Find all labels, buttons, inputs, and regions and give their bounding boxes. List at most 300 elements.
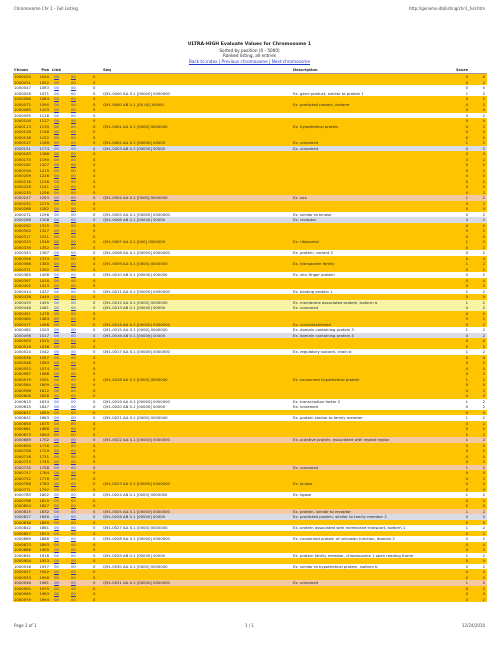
link-cell[interactable]: 00	[54, 426, 59, 431]
link-cell-2[interactable]: 00	[71, 558, 76, 563]
link-cell-2[interactable]: 00	[71, 492, 76, 497]
page-subtitle: Sorted by position (0 - 5000)	[219, 47, 280, 53]
description-cell: Ex. predicted protein, isoform	[293, 101, 350, 107]
link-cell-2[interactable]: 00	[71, 343, 76, 349]
link-cell[interactable]: 00	[54, 305, 59, 310]
link-cell-2[interactable]: 00	[71, 398, 76, 404]
pos-cell: 1496	[39, 321, 49, 327]
link-cell-2[interactable]: 00	[71, 327, 76, 332]
flag-cell: 0	[93, 173, 96, 178]
link-cell-2[interactable]: 00	[71, 360, 76, 365]
link-cell[interactable]: 00	[54, 129, 59, 134]
flag-cell: 0	[93, 349, 96, 354]
chrom-cell: 1000927	[14, 569, 31, 574]
pos-cell: 1374	[39, 255, 49, 261]
score-cell-2: 2	[482, 475, 485, 481]
link-cell-2[interactable]: 00	[71, 354, 76, 360]
link-cell-2[interactable]: 00	[71, 173, 76, 178]
score-cell-2: 2	[482, 79, 485, 85]
link-cell[interactable]: 00	[54, 96, 59, 101]
link-cell[interactable]: 00	[54, 541, 59, 547]
link-cell-2[interactable]: 00	[71, 222, 76, 228]
link-cell-2[interactable]: 00	[71, 151, 76, 156]
link-cell[interactable]: 00	[54, 591, 59, 596]
chrom-cell: 1000891	[14, 552, 31, 558]
link-cell[interactable]: 00	[54, 453, 59, 459]
link-cell[interactable]: 00	[54, 244, 59, 250]
link-cell-2[interactable]: 00	[71, 338, 76, 343]
link-cell-2[interactable]: 00	[71, 294, 76, 299]
page-subtitle-2: Ranked listing, all entries	[223, 53, 276, 58]
score-cell-2: 0	[482, 486, 485, 492]
table-row	[13, 597, 487, 603]
flag-cell: 0	[93, 497, 96, 503]
chrom-cell: 1000368	[14, 261, 31, 266]
link-cell-2[interactable]: 00	[71, 206, 76, 211]
link-cell-2[interactable]: 00	[71, 475, 76, 481]
link-cell-2[interactable]: 00	[71, 481, 76, 486]
link-cell[interactable]: 00	[54, 222, 59, 228]
pos-cell: 1367	[39, 250, 49, 255]
pos-cell: 1659	[39, 409, 49, 415]
link-cell-2[interactable]: 00	[71, 569, 76, 574]
link-cell[interactable]: 00	[54, 173, 59, 178]
chrom-cell: 1000286	[14, 217, 31, 222]
chrom-cell: 1000869	[14, 536, 31, 541]
link-cell[interactable]: 00	[54, 415, 59, 420]
score-cell-2: 0	[482, 519, 485, 525]
link-cell-2[interactable]: 00	[71, 585, 76, 591]
link-cell-2[interactable]: 00	[71, 250, 76, 255]
link-cell[interactable]: 00	[54, 585, 59, 591]
link-cell[interactable]: 00	[54, 464, 59, 470]
chrom-cell: 1000304	[14, 228, 31, 233]
link-cell-2[interactable]: 00	[71, 239, 76, 244]
score-cell-2: 0	[482, 574, 485, 580]
score-cell-2: 2	[482, 327, 485, 332]
score-cell-2: 0	[482, 255, 485, 261]
link-cell[interactable]: 00	[54, 574, 59, 580]
chrom-cell: 1000804	[14, 503, 31, 508]
link-cell-2[interactable]: 00	[71, 217, 76, 222]
link-cell-2[interactable]: 00	[71, 382, 76, 387]
link-cell-2[interactable]: 00	[71, 448, 76, 453]
score-cell-2: 0	[482, 409, 485, 415]
link-cell[interactable]: 00	[54, 519, 59, 525]
link-cell[interactable]: 00	[54, 442, 59, 448]
pos-cell: 1385	[39, 261, 49, 266]
link-cell-2[interactable]: 00	[71, 415, 76, 420]
link-cell-2[interactable]: 00	[71, 189, 76, 195]
link-cell-2[interactable]: 00	[71, 420, 76, 426]
pos-cell: 1406	[39, 272, 49, 277]
link-cell-2[interactable]: 00	[71, 107, 76, 112]
link-cell-2[interactable]: 00	[71, 244, 76, 250]
score-cell-2: 0	[482, 173, 485, 178]
link-cell-2[interactable]: 00	[71, 85, 76, 90]
link-cell[interactable]: 00	[54, 294, 59, 299]
chrom-cell: 1000768	[14, 481, 31, 486]
link-cell-2[interactable]: 00	[71, 404, 76, 409]
score-cell-2: 2	[482, 459, 485, 464]
page-title: ULTRA-HIGH Evaluate Values for Chromosome 1	[187, 42, 312, 47]
link-cell-2[interactable]: 00	[71, 299, 76, 305]
header-score-2	[470, 67, 487, 73]
chrom-cell: 1000842	[14, 525, 31, 530]
flag-cell: 0	[93, 228, 96, 233]
score-cell-2: 2	[482, 376, 485, 382]
link-cell[interactable]: 00	[54, 239, 59, 244]
link-cell-2[interactable]: 00	[71, 90, 76, 96]
pos-cell: 1084	[39, 96, 49, 101]
link-cell[interactable]: 00	[54, 178, 59, 184]
link-cell-2[interactable]: 00	[71, 470, 76, 475]
link-cell[interactable]: 00	[54, 277, 59, 283]
link-cell-2[interactable]: 00	[71, 261, 76, 266]
pos-cell: 1776	[39, 475, 49, 481]
link-cell[interactable]: 00	[54, 151, 59, 156]
link-cell[interactable]: 00	[54, 118, 59, 123]
flag-cell: 0	[93, 365, 96, 371]
link-cell-2[interactable]: 00	[71, 266, 76, 272]
flag-cell: 0	[93, 354, 96, 360]
link-cell[interactable]: 00	[54, 569, 59, 574]
link-cell[interactable]: 00	[54, 310, 59, 316]
link-cell[interactable]: 00	[54, 112, 59, 118]
link-cell[interactable]: 00	[54, 596, 59, 602]
link-cell[interactable]: 00	[54, 184, 59, 189]
score-cell-2: 2	[482, 299, 485, 305]
link-cell[interactable]: 00	[54, 508, 59, 514]
link-cell-2[interactable]: 00	[71, 195, 76, 200]
link-cell-2[interactable]: 00	[71, 541, 76, 547]
score-cell: 1	[465, 195, 468, 200]
score-cell: 0	[465, 530, 468, 536]
link-cell[interactable]: 00	[54, 420, 59, 426]
chrom-cell: 1000371	[14, 266, 31, 272]
link-cell-2[interactable]: 00	[71, 272, 76, 277]
score-cell-2: 2	[482, 415, 485, 420]
link-cell-2[interactable]: 00	[71, 321, 76, 327]
link-cell-2[interactable]: 00	[71, 574, 76, 580]
link-cell[interactable]: 00	[54, 376, 59, 382]
link-cell[interactable]: 00	[54, 79, 59, 85]
description-cell: Ex. unnamed	[293, 580, 319, 585]
link-cell-2[interactable]: 00	[71, 530, 76, 536]
link-cell-2[interactable]: 00	[71, 596, 76, 602]
link-cell-2[interactable]: 00	[71, 79, 76, 85]
link-cell[interactable]: 00	[54, 288, 59, 294]
pos-cell: 1923	[39, 558, 49, 563]
flag-cell: 0	[93, 547, 96, 552]
link-cell-2[interactable]: 00	[71, 96, 76, 101]
link-cell-2[interactable]: 00	[71, 233, 76, 239]
link-cell[interactable]: 00	[54, 189, 59, 195]
link-cell-2[interactable]: 00	[71, 200, 76, 206]
chrom-cell: 1000216	[14, 178, 31, 184]
chrom-cell: 1000317	[14, 233, 31, 239]
score-cell-2: 2	[482, 316, 485, 321]
pos-cell: 1449	[39, 294, 49, 299]
link-cell-2[interactable]: 00	[71, 277, 76, 283]
flag-cell: 0	[93, 222, 96, 228]
pos-cell: 1282	[39, 206, 49, 211]
link-cell[interactable]: 00	[54, 393, 59, 398]
pos-cell: 1241	[39, 184, 49, 189]
flag-cell: 0	[93, 536, 96, 541]
score-cell-2: 0	[482, 354, 485, 360]
score-cell: 0	[465, 228, 468, 233]
link-cell[interactable]: 00	[54, 200, 59, 206]
link-cell-2[interactable]: 00	[71, 140, 76, 145]
score-cell: 0	[465, 470, 468, 475]
link-cell-2[interactable]: 00	[71, 145, 76, 151]
link-cell-2[interactable]: 00	[71, 134, 76, 140]
link-cell-2[interactable]: 00	[71, 332, 76, 338]
chrom-cell: 1000747	[14, 470, 31, 475]
description-cell: Ex. conserved protein of unknown function, domain 2	[293, 536, 395, 541]
link-cell[interactable]: 00	[54, 552, 59, 558]
link-cell[interactable]: 00	[54, 332, 59, 338]
link-cell[interactable]: 00	[54, 558, 59, 563]
flag-cell: 0	[93, 272, 96, 277]
link-cell-2[interactable]: 00	[71, 228, 76, 233]
score-cell: 0	[465, 167, 468, 173]
flag-cell: 0	[93, 338, 96, 343]
results-table	[13, 67, 487, 602]
link-cell[interactable]: 00	[54, 360, 59, 365]
flag-cell: 0	[93, 475, 96, 481]
score-cell: 0	[465, 189, 468, 195]
link-cell[interactable]: 00	[54, 365, 59, 371]
link-cell[interactable]: 00	[54, 283, 59, 288]
link-cell[interactable]: 00	[54, 101, 59, 107]
link-cell[interactable]: 00	[54, 343, 59, 349]
link-cell[interactable]: 00	[54, 387, 59, 393]
link-cell-2[interactable]: 00	[71, 591, 76, 596]
flag-cell: 0	[93, 90, 96, 96]
flag-cell: 0	[93, 145, 96, 151]
pos-cell: 1484	[39, 316, 49, 321]
link-cell-2[interactable]: 00	[71, 371, 76, 376]
link-cell-2[interactable]: 00	[71, 365, 76, 371]
link-cell[interactable]: 00	[54, 486, 59, 492]
score-cell: 0	[465, 112, 468, 118]
link-cell-2[interactable]: 00	[71, 453, 76, 459]
chrom-cell: 1000658	[14, 420, 31, 426]
description-cell: Ex. ribosomal	[293, 239, 319, 244]
link-cell[interactable]: 00	[54, 250, 59, 255]
link-cell-2[interactable]: 00	[71, 156, 76, 162]
link-cell[interactable]: 00	[54, 90, 59, 96]
link-cell-2[interactable]: 00	[71, 409, 76, 415]
chrom-cell: 1000126	[14, 129, 31, 134]
link-cell[interactable]: 00	[54, 580, 59, 585]
link-cell-2[interactable]: 00	[71, 167, 76, 173]
link-cell-2[interactable]: 00	[71, 112, 76, 118]
link-cell-2[interactable]: 00	[71, 431, 76, 437]
link-cell-2[interactable]: 00	[71, 552, 76, 558]
link-cell[interactable]: 00	[54, 459, 59, 464]
link-cell-2[interactable]: 00	[71, 349, 76, 354]
link-cell-2[interactable]: 00	[71, 393, 76, 398]
link-cell[interactable]: 00	[54, 261, 59, 266]
link-cell-2[interactable]: 00	[71, 464, 76, 470]
link-cell[interactable]: 00	[54, 107, 59, 112]
score-cell: 0	[465, 343, 468, 349]
link-cell[interactable]: 00	[54, 156, 59, 162]
link-cell[interactable]: 00	[54, 470, 59, 475]
score-cell: 0	[465, 426, 468, 431]
score-cell-2: 0	[482, 503, 485, 508]
score-cell-2: 2	[482, 343, 485, 349]
link-cell-2[interactable]: 00	[71, 123, 76, 129]
link-cell-2[interactable]: 00	[71, 547, 76, 552]
link-cell[interactable]: 00	[54, 338, 59, 343]
pos-cell: 1052	[39, 79, 49, 85]
link-cell[interactable]: 00	[54, 525, 59, 530]
link-cell[interactable]: 00	[54, 530, 59, 536]
link-cell[interactable]: 00	[54, 481, 59, 486]
score-cell-2: 2	[482, 239, 485, 244]
link-cell[interactable]: 00	[54, 74, 59, 79]
link-cell-2[interactable]: 00	[71, 118, 76, 123]
link-cell-2[interactable]: 00	[71, 426, 76, 431]
link-cell[interactable]: 00	[54, 354, 59, 360]
score-cell-2: 2	[482, 525, 485, 530]
link-cell[interactable]: 00	[54, 431, 59, 437]
score-cell: 0	[465, 145, 468, 151]
score-cell: 0	[465, 503, 468, 508]
score-cell-2: 0	[482, 134, 485, 140]
link-cell-2[interactable]: 00	[71, 211, 76, 217]
chrom-cell: 1000642	[14, 415, 31, 420]
flag-cell: 0	[93, 464, 96, 470]
link-cell[interactable]: 00	[54, 255, 59, 261]
table-body	[13, 74, 487, 602]
link-cell-2[interactable]: 00	[71, 519, 76, 525]
link-cell[interactable]: 00	[54, 563, 59, 569]
link-cell[interactable]: 00	[54, 140, 59, 145]
link-cell-2[interactable]: 00	[71, 536, 76, 541]
link-cell[interactable]: 00	[54, 448, 59, 453]
link-cell-2[interactable]: 00	[71, 162, 76, 167]
link-cell[interactable]: 00	[54, 437, 59, 442]
link-cell[interactable]: 00	[54, 492, 59, 497]
pos-cell: 1346	[39, 239, 49, 244]
link-cell[interactable]: 00	[54, 85, 59, 90]
link-cell-2[interactable]: 00	[71, 508, 76, 514]
link-cell[interactable]: 00	[54, 217, 59, 222]
link-cell[interactable]: 00	[54, 349, 59, 354]
link-cell-2[interactable]: 00	[71, 580, 76, 585]
link-cell[interactable]: 00	[54, 266, 59, 272]
link-cell-2[interactable]: 00	[71, 442, 76, 448]
seq-cell: Q91-0028 AA 0.1 [00000] 0000000	[103, 536, 170, 541]
link-cell-2[interactable]: 00	[71, 129, 76, 134]
link-cell[interactable]: 00	[54, 398, 59, 404]
link-cell[interactable]: 00	[54, 145, 59, 151]
link-cell[interactable]: 00	[54, 321, 59, 327]
flag-cell: 0	[93, 360, 96, 365]
link-cell-2[interactable]: 00	[71, 525, 76, 530]
link-cell[interactable]: 00	[54, 316, 59, 321]
link-cell-2[interactable]: 00	[71, 459, 76, 464]
link-cell-2[interactable]: 00	[71, 387, 76, 393]
link-cell-2[interactable]: 00	[71, 514, 76, 519]
link-cell[interactable]: 00	[54, 547, 59, 552]
link-cell[interactable]: 00	[54, 134, 59, 140]
link-cell-2[interactable]: 00	[71, 316, 76, 321]
link-cell[interactable]: 00	[54, 475, 59, 481]
link-cell-2[interactable]: 00	[71, 437, 76, 442]
seq-cell: Q91-0000 AB 0.1 [00 00] 00000	[103, 101, 164, 107]
score-cell: 0	[465, 354, 468, 360]
link-cell[interactable]: 00	[54, 228, 59, 233]
flag-cell: 0	[93, 206, 96, 211]
chrom-cell: 1000673	[14, 431, 31, 437]
chrom-cell: 1000271	[14, 211, 31, 217]
link-cell-2[interactable]: 00	[71, 310, 76, 316]
link-cell[interactable]: 00	[54, 503, 59, 508]
flag-cell: 0	[93, 189, 96, 195]
link-cell[interactable]: 00	[54, 514, 59, 519]
link-cell-2[interactable]: 00	[71, 255, 76, 261]
score-cell: 0	[465, 431, 468, 437]
link-cell[interactable]: 00	[54, 162, 59, 167]
link-cell-2[interactable]: 00	[71, 178, 76, 184]
link-cell[interactable]: 00	[54, 409, 59, 415]
link-cell[interactable]: 00	[54, 233, 59, 239]
link-cell[interactable]: 00	[54, 206, 59, 211]
chrom-cell: 1000904	[14, 558, 31, 563]
link-cell-2[interactable]: 00	[71, 74, 76, 79]
link-cell[interactable]: 00	[54, 497, 59, 503]
link-cell[interactable]: 00	[54, 371, 59, 376]
link-cell-2[interactable]: 00	[71, 503, 76, 508]
link-cell-2[interactable]: 00	[71, 101, 76, 107]
link-cell-2[interactable]: 00	[71, 283, 76, 288]
link-cell[interactable]: 00	[54, 123, 59, 129]
link-cell[interactable]: 00	[54, 299, 59, 305]
header-score: Score	[456, 67, 469, 72]
link-cell[interactable]: 00	[54, 211, 59, 217]
link-cell-2[interactable]: 00	[71, 184, 76, 189]
score-cell: 0	[465, 233, 468, 239]
link-cell[interactable]: 00	[54, 404, 59, 409]
navigation-links[interactable]: Back to index | Previous chromosome | Next chromosome	[188, 59, 311, 64]
link-cell[interactable]: 00	[54, 195, 59, 200]
link-cell-2[interactable]: 00	[71, 563, 76, 569]
link-cell-2[interactable]: 00	[71, 305, 76, 310]
link-cell-2[interactable]: 00	[71, 376, 76, 382]
link-cell-2[interactable]: 00	[71, 288, 76, 294]
link-cell-2[interactable]: 00	[71, 497, 76, 503]
score-cell: 0	[465, 404, 468, 409]
score-cell: 0	[465, 519, 468, 525]
link-cell[interactable]: 00	[54, 382, 59, 387]
link-cell[interactable]: 00	[54, 327, 59, 332]
score-cell-2: 2	[482, 211, 485, 217]
score-cell-2: 2	[482, 349, 485, 354]
link-cell[interactable]: 00	[54, 272, 59, 277]
link-cell[interactable]: 00	[54, 536, 59, 541]
link-cell[interactable]: 00	[54, 167, 59, 173]
link-cell-2[interactable]: 00	[71, 486, 76, 492]
flag-cell: 0	[93, 514, 96, 519]
pos-cell: 1207	[39, 162, 49, 167]
flag-cell: 0	[93, 310, 96, 316]
